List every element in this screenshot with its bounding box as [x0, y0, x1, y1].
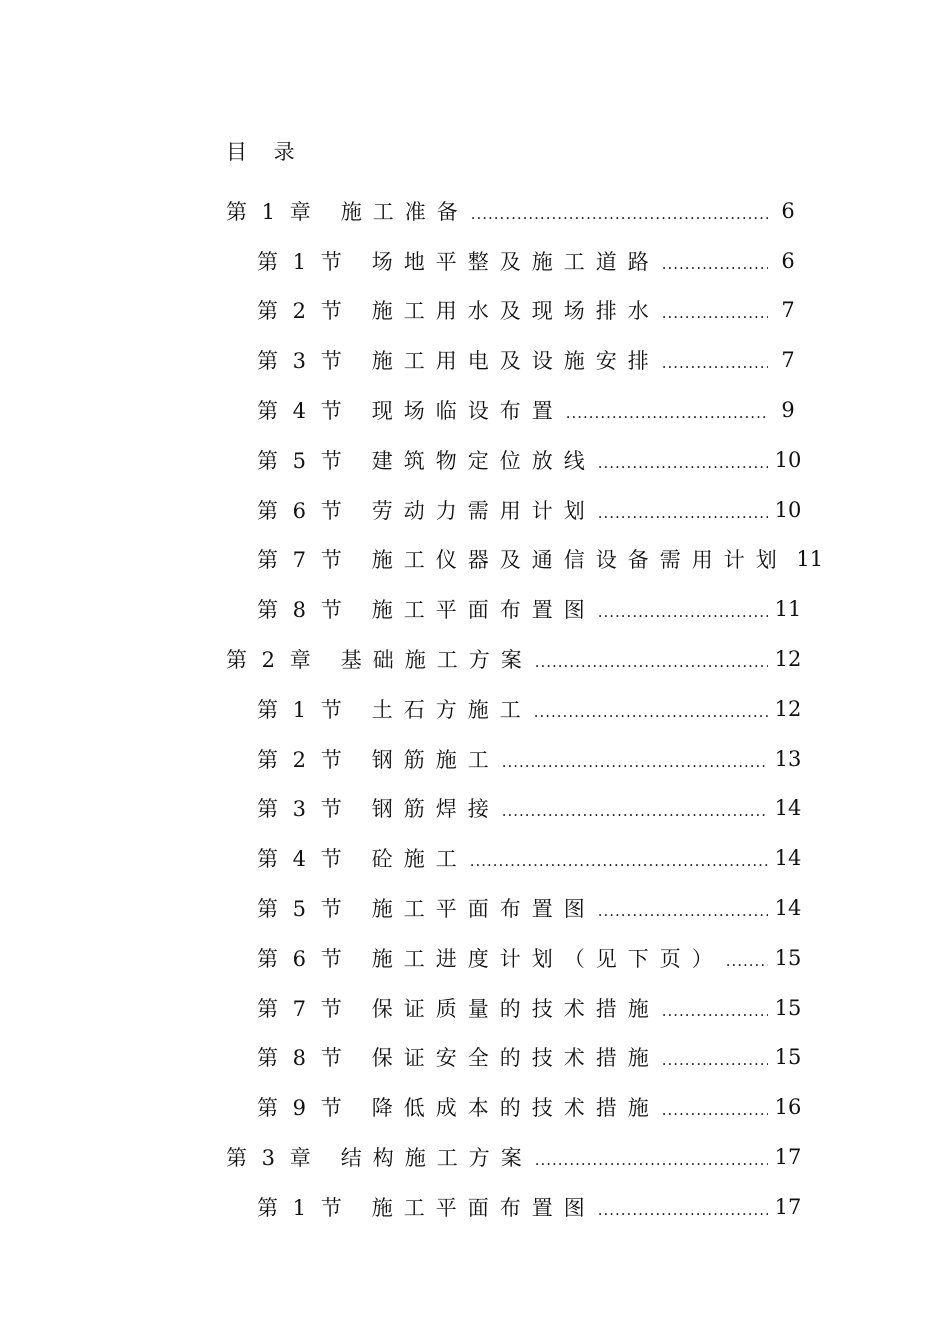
toc-entry-number: 第 7 节 — [257, 548, 346, 573]
toc-entry-title: 基础施工方案 — [340, 648, 533, 673]
toc-entry-number: 第 4 节 — [257, 399, 346, 424]
toc-entry-number: 第 1 节 — [257, 249, 346, 274]
toc-entry-title: 施工准备 — [340, 199, 469, 224]
toc-section-entry[interactable] — [226, 1082, 804, 1132]
toc-page-number: 14 — [774, 796, 802, 821]
toc-entry-number: 第 1 节 — [257, 1195, 346, 1220]
toc-dot-leader — [598, 598, 768, 626]
toc-section-entry[interactable] — [226, 535, 824, 585]
toc-dot-leader — [502, 797, 768, 825]
toc-entry-title: 砼施工 — [371, 847, 468, 872]
toc-section-entry[interactable] — [226, 435, 804, 485]
toc-page-number: 15 — [774, 995, 802, 1020]
toc-dot-leader — [598, 449, 768, 477]
toc-entry-title: 施工平面布置图 — [371, 598, 596, 623]
toc-page-number: 15 — [774, 945, 802, 970]
toc-entry-number: 第 2 节 — [257, 299, 346, 324]
toc-section-entry[interactable] — [226, 335, 804, 385]
toc-page-number: 10 — [774, 447, 802, 472]
toc-section-entry[interactable] — [226, 1033, 804, 1083]
toc-entry-number: 第 5 节 — [257, 897, 346, 922]
toc-entry-title: 钢筋施工 — [371, 747, 500, 772]
toc-dot-leader — [566, 399, 768, 427]
toc-page-number: 16 — [774, 1095, 802, 1120]
toc-section-entry[interactable] — [226, 734, 804, 784]
toc-entry-number: 第 8 节 — [257, 598, 346, 623]
toc-chapter-entry[interactable] — [226, 1132, 804, 1182]
toc-entry-title: 施工进度计划（见下页） — [371, 946, 724, 971]
toc-entry-title: 施工用水及现场排水 — [371, 299, 660, 324]
toc-page-number: 11 — [774, 597, 802, 622]
toc-dot-leader — [598, 499, 768, 527]
toc-section-entry[interactable] — [226, 286, 804, 336]
toc-dot-leader — [470, 847, 768, 875]
toc-page-number: 11 — [796, 547, 824, 572]
toc-entry-title: 劳动力需用计划 — [371, 498, 596, 523]
toc-section-entry[interactable] — [226, 385, 804, 435]
toc-page-number: 9 — [781, 398, 795, 423]
toc-page-number: 17 — [774, 1194, 802, 1219]
toc-entry-number: 第 8 节 — [257, 1046, 346, 1071]
toc-dot-leader — [662, 1046, 768, 1074]
toc-entry-number: 第 3 节 — [257, 349, 346, 374]
toc-entry-number: 第 3 节 — [257, 797, 346, 822]
toc-page-number: 6 — [781, 198, 795, 223]
toc-dot-leader — [535, 1146, 768, 1174]
toc-entry-title: 保证安全的技术措施 — [371, 1046, 660, 1071]
toc-entry-title: 施工平面布置图 — [371, 1195, 596, 1220]
toc-page-number: 17 — [774, 1145, 802, 1170]
toc-section-entry[interactable] — [226, 684, 804, 734]
toc-dot-leader — [662, 1096, 768, 1124]
toc-page-number: 7 — [781, 298, 795, 323]
toc-entry-title: 土石方施工 — [371, 697, 532, 722]
toc-entry-number: 第 7 节 — [257, 996, 346, 1021]
toc-dot-leader — [598, 1196, 768, 1224]
toc-heading: 目 录 — [226, 140, 305, 164]
toc-page-number: 15 — [774, 1045, 802, 1070]
toc-dot-leader — [662, 997, 768, 1025]
toc-list — [226, 186, 824, 1232]
toc-page-number: 13 — [774, 746, 802, 771]
toc-section-entry[interactable] — [226, 784, 804, 834]
toc-page-number: 6 — [781, 248, 795, 273]
toc-section-entry[interactable] — [226, 933, 804, 983]
toc-entry-number: 第 5 节 — [257, 448, 346, 473]
toc-entry-title: 施工平面布置图 — [371, 897, 596, 922]
toc-dot-leader — [662, 349, 768, 377]
toc-entry-title: 钢筋焊接 — [371, 797, 500, 822]
toc-entry-title: 结构施工方案 — [340, 1146, 533, 1171]
toc-section-entry[interactable] — [226, 883, 804, 933]
toc-entry-number: 第 6 节 — [257, 946, 346, 971]
toc-entry-number: 第 1 章 — [226, 199, 315, 224]
toc-dot-leader — [502, 748, 768, 776]
toc-dot-leader — [662, 250, 768, 278]
toc-page-number: 12 — [774, 647, 802, 672]
toc-entry-title: 降低成本的技术措施 — [371, 1096, 660, 1121]
toc-entry-title: 建筑物定位放线 — [371, 448, 596, 473]
toc-chapter-entry[interactable] — [226, 634, 804, 684]
toc-dot-leader — [535, 648, 768, 676]
toc-entry-number: 第 3 章 — [226, 1146, 315, 1171]
toc-section-entry[interactable] — [226, 833, 804, 883]
toc-page-number: 7 — [781, 348, 795, 373]
toc-dot-leader — [471, 200, 768, 228]
toc-chapter-entry[interactable] — [226, 186, 804, 236]
toc-section-entry[interactable] — [226, 983, 804, 1033]
toc-dot-leader — [534, 698, 768, 726]
toc-entry-title: 场地平整及施工道路 — [371, 249, 660, 274]
toc-entry-title: 现场临设布置 — [371, 399, 564, 424]
toc-dot-leader — [662, 299, 768, 327]
toc-page-number: 12 — [774, 696, 802, 721]
toc-section-entry[interactable] — [226, 236, 804, 286]
toc-section-entry[interactable] — [226, 1182, 804, 1232]
toc-entry-number: 第 2 章 — [226, 648, 315, 673]
toc-entry-title: 施工仪器及通信设备需用计划 — [371, 548, 788, 573]
toc-dot-leader — [598, 897, 768, 925]
toc-entry-number: 第 2 节 — [257, 747, 346, 772]
toc-page-number: 14 — [774, 896, 802, 921]
toc-entry-number: 第 1 节 — [257, 697, 346, 722]
toc-entry-number: 第 4 节 — [257, 847, 346, 872]
toc-page-number: 14 — [774, 846, 802, 871]
toc-section-entry[interactable] — [226, 485, 804, 535]
toc-page-number: 10 — [774, 497, 802, 522]
toc-dot-leader — [726, 947, 768, 975]
toc-entry-title: 保证质量的技术措施 — [371, 996, 660, 1021]
toc-section-entry[interactable] — [226, 584, 804, 634]
toc-entry-number: 第 9 节 — [257, 1096, 346, 1121]
toc-entry-title: 施工用电及设施安排 — [371, 349, 660, 374]
toc-entry-number: 第 6 节 — [257, 498, 346, 523]
